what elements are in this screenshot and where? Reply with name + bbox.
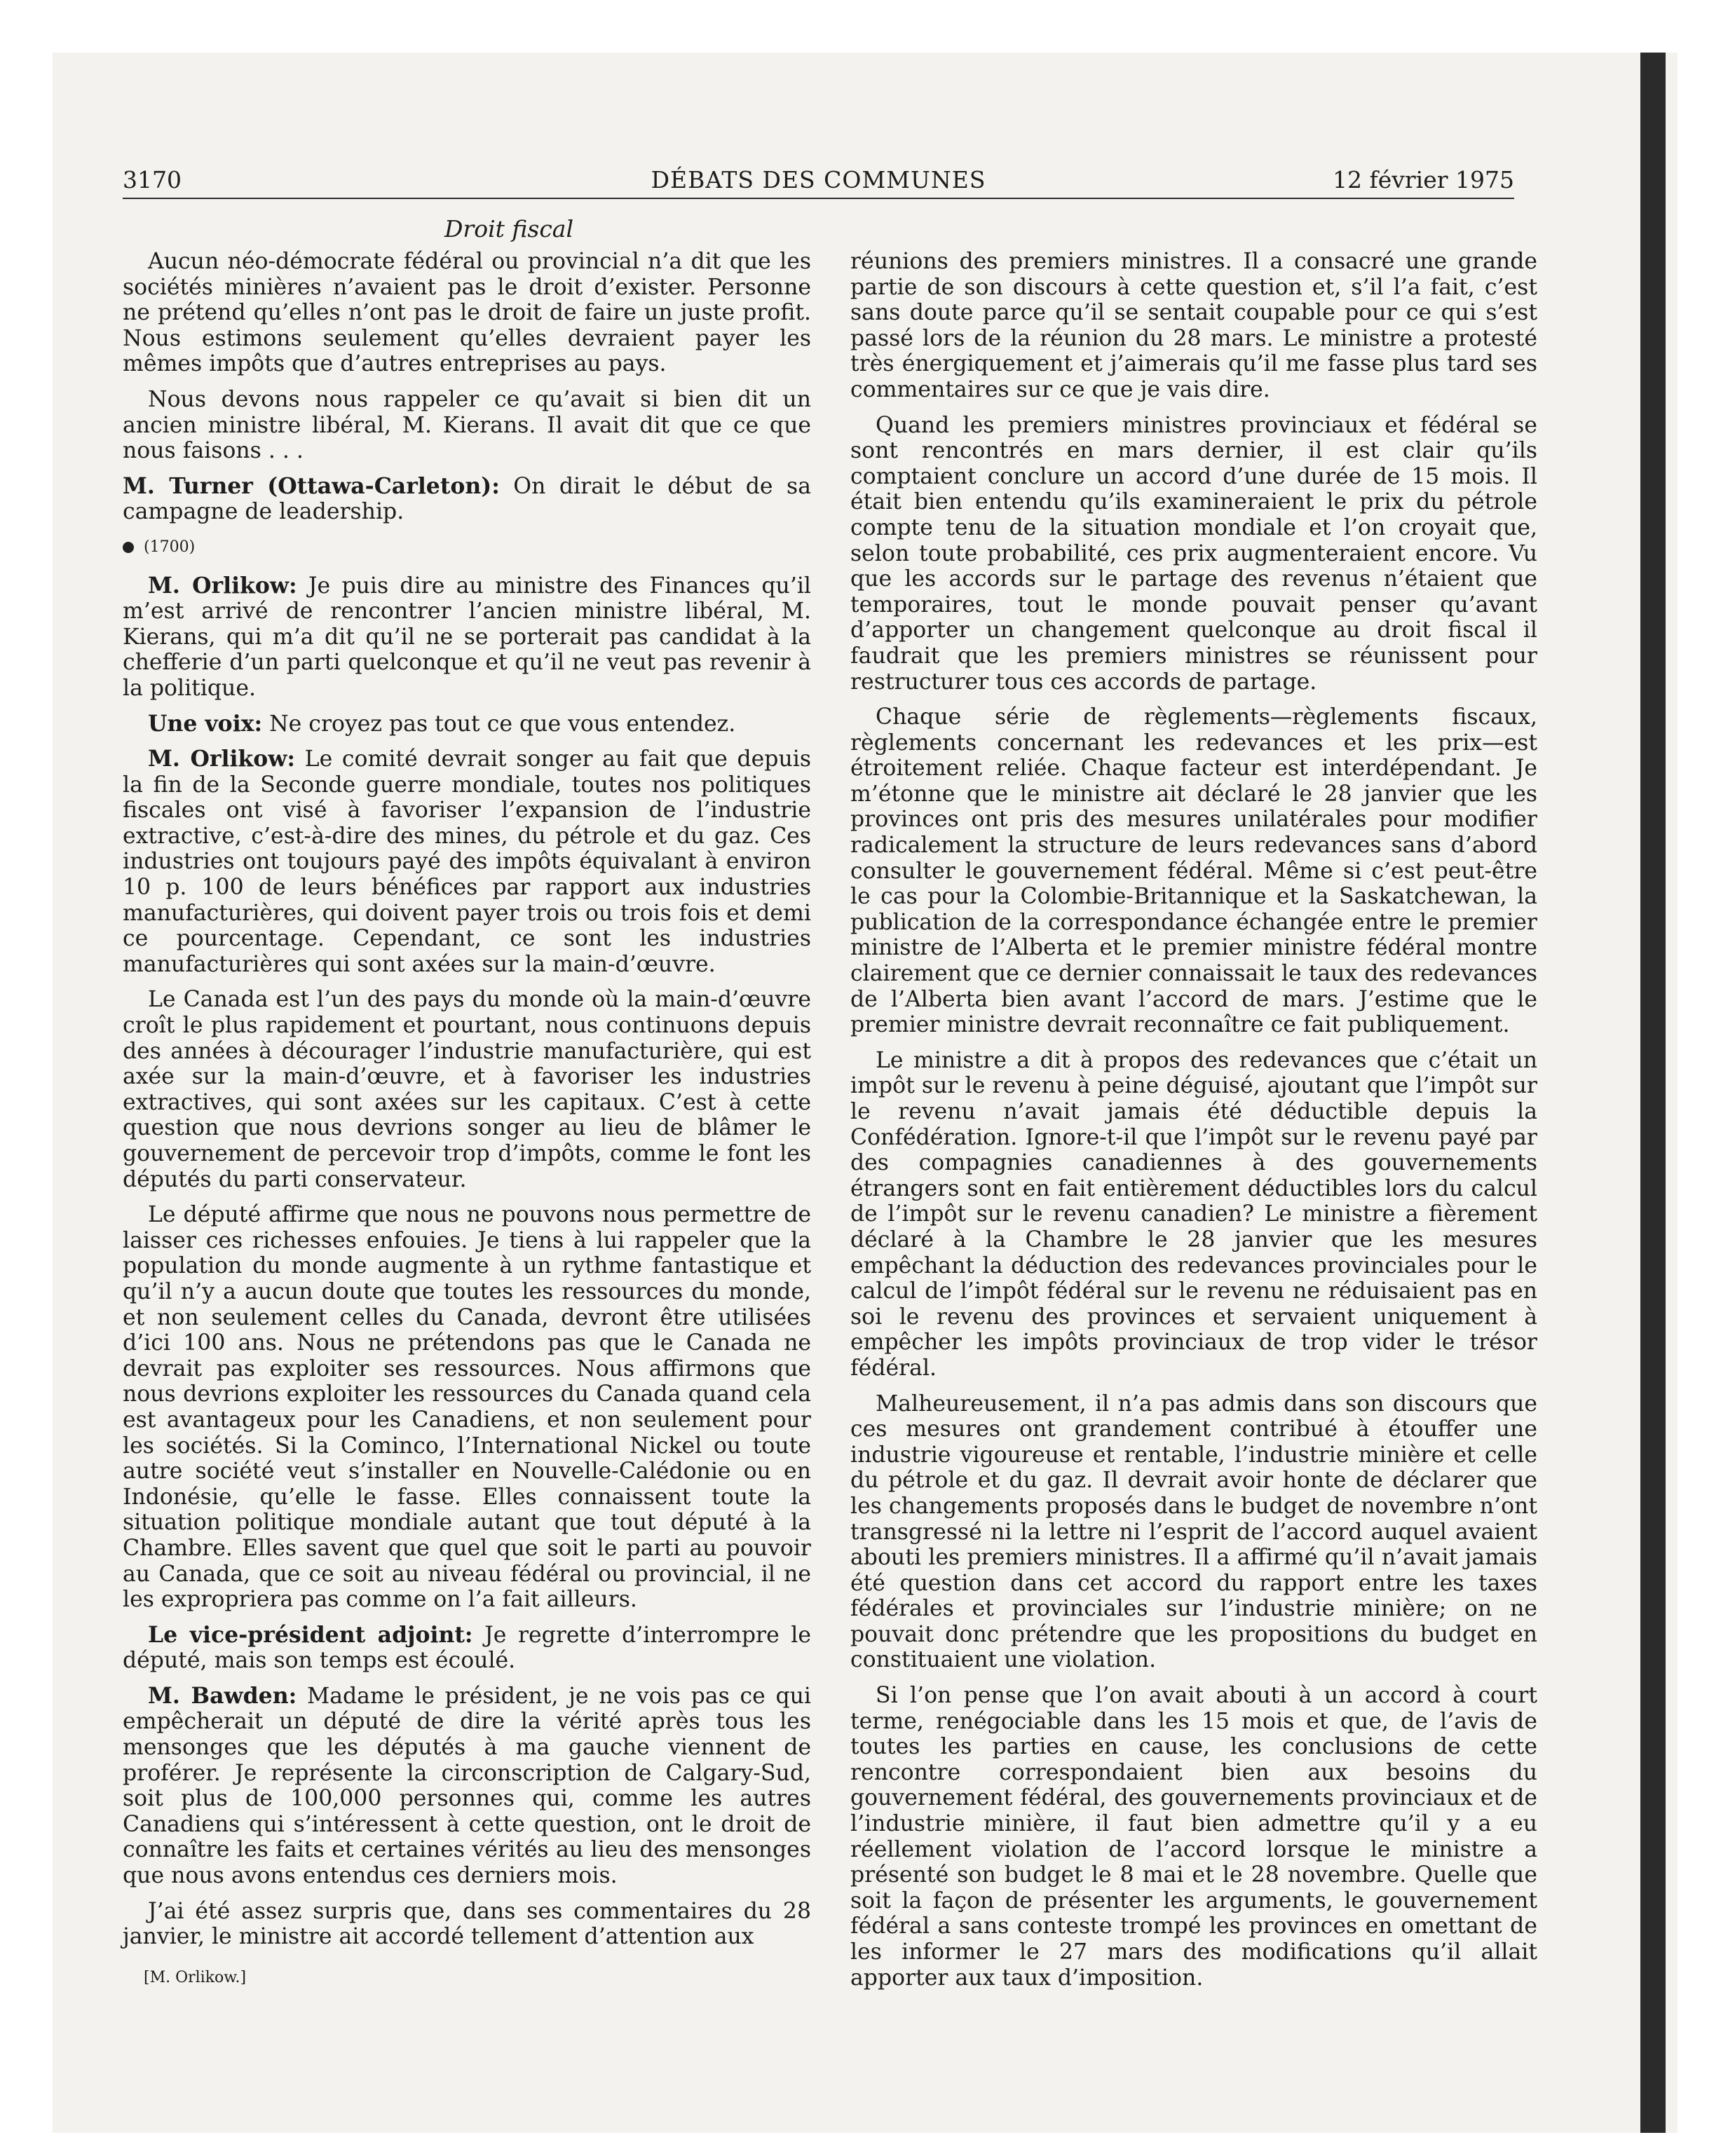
speech-text: Je regrette d’interrompre le député, mais son temps est écoulé. bbox=[123, 1622, 811, 1674]
paragraph: Le Canada est l’un des pays du monde où la main-d’œuvre croît le plus rapidement et pourtant, nous continuons depuis des années à décourager l’industrie manufacturière, qui est axée sur la main-d’œuvre, et à favoriser les industries extractives, qui sont axées sur les capitaux. C’est à cette question que nous devrions songer au lieu de blâmer le gouvernement de percevoir trop d’impôts, comme le font les députés du parti conservateur. bbox=[123, 987, 811, 1192]
speech-text: On dirait le début de sa campagne de leadership. bbox=[123, 473, 811, 525]
speech-vice-president bbox=[123, 1623, 811, 1674]
speaker-name: M. Orlikow: bbox=[148, 572, 297, 599]
paragraph: J’ai été assez surpris que, dans ses commentaires du 28 janvier, le ministre ait accordé tellement d’attention aux bbox=[123, 1898, 811, 1950]
speaker-name: M. Bawden: bbox=[148, 1682, 297, 1709]
scan-edge bbox=[1640, 53, 1666, 2133]
speech-text: Ne croyez pas tout ce que vous entendez. bbox=[262, 711, 736, 737]
speaker-name: M. Turner (Ottawa-Carleton): bbox=[123, 472, 500, 499]
paragraph: Quand les premiers ministres provinciaux et fédéral se sont rencontrés en mars dernier, il est clair qu’ils comptaient conclure un accord d’une durée de 15 mois. Il était bien entendu qu’ils examineraient le prix du pétrole compte tenu de la situation mondiale et l’on croyait que, selon toute probabilité, ces prix augmenteraient encore. Vu que les accords sur le partage des revenus n’étaient que temporaires, tout le monde pouvait penser qu’avant d’apporter un changement quelconque au droit fiscal il faudrait que les premiers ministres se réunissent pour restructurer tous ces accords de partage. bbox=[850, 412, 1537, 695]
speech-turner bbox=[123, 474, 811, 525]
page-date: 12 février 1975 bbox=[1333, 166, 1514, 193]
right-column bbox=[850, 249, 1537, 2000]
paragraph: réunions des premiers ministres. Il a consacré une grande partie de son discours à cette question et, s’il l’a fait, c’est sans doute parce qu’il se sentait coupable pour ce qui s’est passé lors de la réunion du 28 mars. Le ministre a protesté très énergiquement et j’aimerais qu’il me fasse plus tard ses commentaires sur ce que je vais dire. bbox=[850, 249, 1537, 402]
speech-text: Le comité devrait songer au fait que depuis la fin de la Seconde guerre mondiale, toutes nos politiques fiscales ont visé à favoriser l’expansion de l’industrie extractive, c’est-à-dire des mines, du pétrole et du gaz. Ces industries ont toujours payé des impôts équivalant à environ 10 p. 100 de leurs bénéfices par rapport aux industries manufacturières, qui doivent payer trois ou trois fois et demi ce pourcentage. Cependant, ce sont les industries manufacturières qui sont axées sur la main-d’œuvre. bbox=[123, 746, 811, 977]
paragraph: Nous devons nous rappeler ce qu’avait si bien dit un ancien ministre libéral, M. Kierans. Il avait dit que ce que nous faisons . . . bbox=[123, 386, 811, 464]
paragraph: Chaque série de règlements—règlements fiscaux, règlements concernant les redevances et les prix—est étroitement reliée. Chaque facteur est interdépendant. Je m’étonne que le ministre ait déclaré le 28 janvier que les provinces ont pris des mesures unilatérales pour modifier radicalement la structure de leurs redevances sans d’abord consulter le gouvernement fédéral. Même si c’est peut-être le cas pour la Colombie-Britannique et la Saskatchewan, la publication de la correspondance échangée entre le premier ministre de l’Alberta et le premier ministre fédéral montre clairement que ce dernier connaissait le taux des redevances de l’Alberta bien avant l’accord de mars. J’estime que le premier ministre devrait reconnaître ce fait publiquement. bbox=[850, 704, 1538, 1038]
paragraph: Le ministre a dit à propos des redevances que c’était un impôt sur le revenu à peine déguisé, ajoutant que l’impôt sur le revenu n’avait jamais été déductible depuis la Confédération. Ignore-t-il que l’impôt sur le revenu payé par des compagnies canadiennes à des gouvernements étrangers sont en fait entièrement déductibles lors du calcul de l’impôt sur le revenu canadien? Le ministre a fièrement déclaré à la Chambre le 28 janvier que les mesures empêchant la déduction des redevances provinciales pour le calcul de l’impôt fédéral sur le revenu ne réduisaient pas en soi le revenu des provinces et servaient uniquement à empêcher les impôts provinciaux de trop vider le trésor fédéral. bbox=[850, 1047, 1537, 1381]
speech-orlikow-2 bbox=[123, 746, 811, 977]
page-header bbox=[123, 163, 1514, 197]
header-rule bbox=[123, 198, 1514, 199]
paragraph: Aucun néo-démocrate fédéral ou provincial n’a dit que les sociétés minières n’avaient pas le droit d’exister. Personne ne prétend qu’elles n’ont pas le droit de faire un juste profit. Nous estimons seulement qu’elles devraient payer les mêmes impôts que d’autres entreprises au pays. bbox=[123, 249, 811, 377]
speech-bawden bbox=[123, 1684, 811, 1889]
time-marker bbox=[123, 535, 811, 561]
paragraph: Malheureusement, il n’a pas admis dans son discours que ces mesures ont grandement contribué à étouffer une industrie vigoureuse et rentable, l’industrie minière et celle du pétrole et du gaz. Il devrait avoir honte de déclarer que les changements proposés dans le budget de novembre n’ont transgressé ni la lettre ni l’esprit de l’accord auquel avaient abouti les premiers ministres. Il a affirmé qu’il n’avait jamais été question dans cet accord du rapport entre les taxes fédérales et provinciales sur l’industrie minière; on ne pouvait donc prétendre que les propositions du budget en constituaient une violation. bbox=[850, 1391, 1537, 1673]
paragraph: Si l’on pense que l’on avait abouti à un accord à court terme, renégociable dans les 15 mois et que, de l’avis de toutes les parties en cause, les conclusions de cette rencontre correspondaient bien aux besoins du gouvernement fédéral, des gouvernements provinciaux et de l’industrie minière, il faut bien admettre qu’il y a eu réellement violation de l’accord lorsque le ministre a présenté son budget le 8 mai et le 28 novembre. Quelle que soit la façon de présenter les arguments, le gouvernement fédéral a sans conteste trompé les provinces en omettant de les informer le 27 mars des modifications qu’il allait apporter aux taux d’imposition. bbox=[850, 1683, 1537, 1991]
speaker-name: M. Orlikow: bbox=[148, 746, 295, 772]
paragraph: Le député affirme que nous ne pouvons nous permettre de laisser ces richesses enfouies. Je tiens à lui rappeler que la population du monde augmente à un rythme fantastique et qu’il n’y a aucun doute que toutes les ressources du monde, et non seulement celles du Canada, devront être utilisées d’ici 100 ans. Nous ne prétendons pas que le Canada ne devrait pas exploiter ses ressources. Nous affirmons que nous devrions exploiter les ressources du Canada quand cela est avantageux pour les Canadiens, et non seulement pour les sociétés. Si la Cominco, l’International Nickel ou toute autre société veut s’installer en Nouvelle-Calédonie ou en Indonésie, qu’elle le fasse. Elles connaissent toute la situation politique mondiale autant que tout député à la Chambre. Elles savent que quel que soit le parti au pouvoir au Canada, que ce soit au niveau fédéral ou provincial, il ne les expropriera pas comme on l’a fait ailleurs. bbox=[123, 1202, 811, 1613]
left-column bbox=[123, 214, 811, 1991]
speech-text: Madame le président, je ne vois pas ce qui empêcherait un député de dire la vérité après tous les mensonges que les députés à ma gauche viennent de proférer. Je représente la circonscription de Calgary-Sud, soit plus de 100,000 personnes qui, comme les autres Canadiens qui s’intéressent à cette question, ont le droit de connaître les faits et certaines vérités au lieu des mensonges que nous avons entendus ces derniers mois. bbox=[123, 1683, 811, 1889]
speech-voice bbox=[123, 711, 811, 737]
bullet-icon bbox=[123, 542, 134, 553]
speech-orlikow-1 bbox=[123, 573, 811, 702]
speaker-name: Le vice-président adjoint: bbox=[148, 1621, 473, 1648]
page-number: 3170 bbox=[123, 166, 182, 193]
speaker-name: Une voix: bbox=[148, 710, 263, 737]
time-marker-text: (1700) bbox=[144, 538, 196, 556]
publication-title: DÉBATS DES COMMUNES bbox=[651, 166, 986, 193]
speech-text: Je puis dire au ministre des Finances qu’il m’est arrivé de rencontrer l’ancien ministre libéral, M. Kierans, qui m’a dit qu’il ne se porterait pas candidat à la chefferie d’un parti quelconque et qu’il ne veut pas revenir à la politique. bbox=[123, 573, 811, 701]
speaker-footnote: [M. Orlikow.] bbox=[144, 1968, 247, 1986]
section-title: Droit fiscal bbox=[444, 215, 574, 243]
